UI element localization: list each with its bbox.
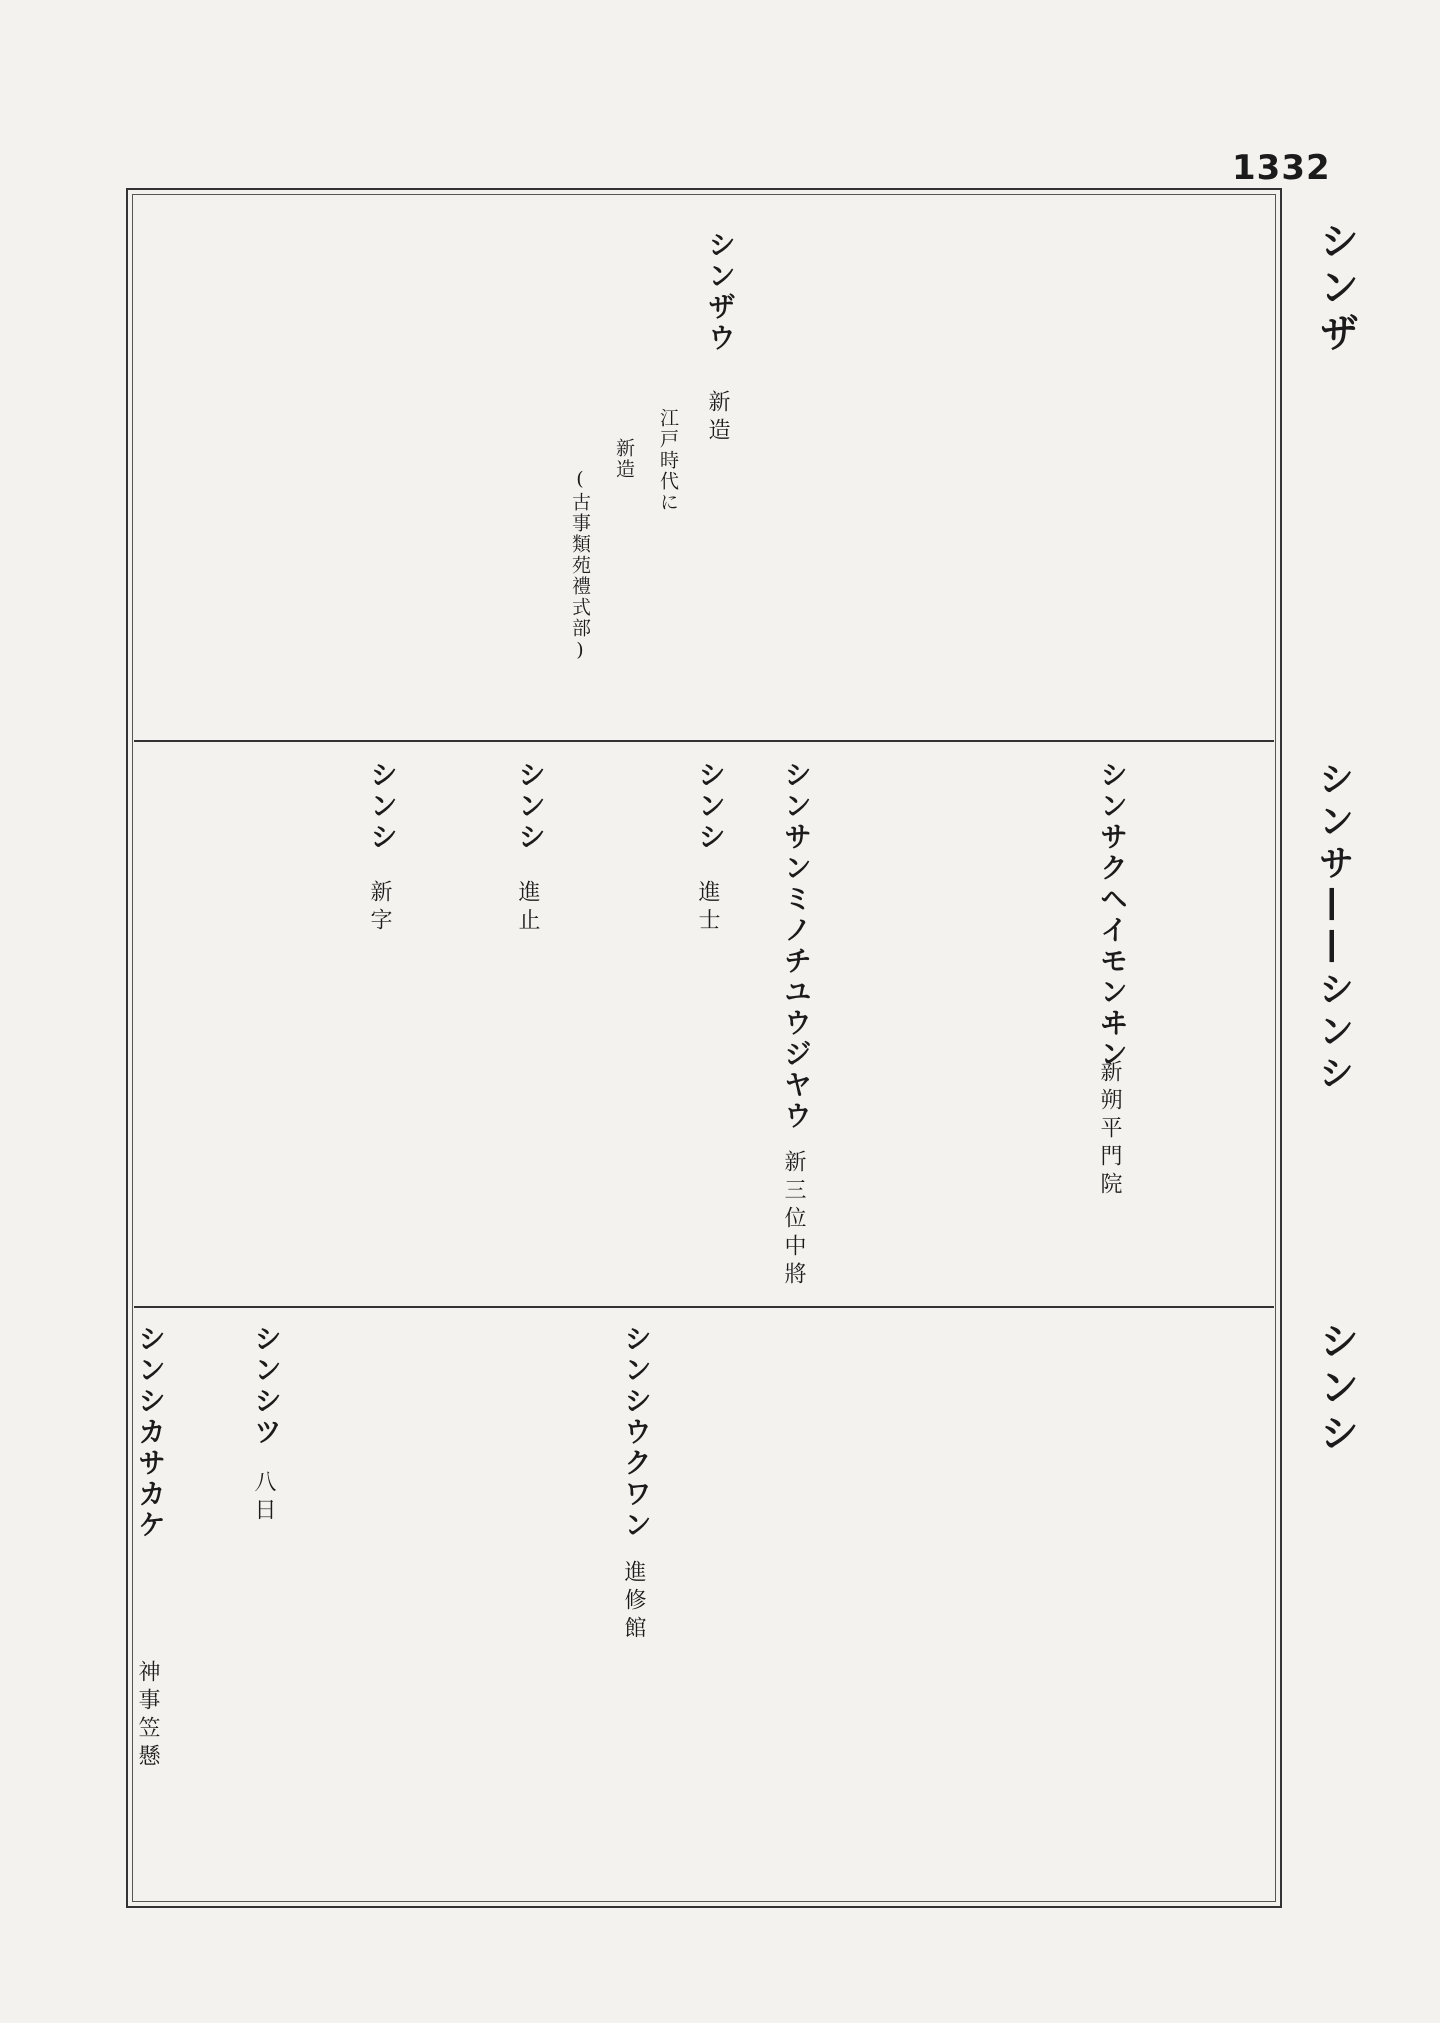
- entry-title-shinshukan: 進修館: [621, 1560, 646, 1644]
- entry-heading-shinzau: シンザウ: [704, 230, 737, 354]
- entry-heading-shinshi-1: シンシ: [694, 760, 727, 853]
- running-head-middle: シンサ——シンシ: [1313, 760, 1354, 1096]
- entry-title-shinshi-2: 進止: [515, 880, 540, 936]
- entry-title-shinshi-1: 進士: [695, 880, 720, 936]
- running-head-bottom: シンシ: [1313, 1320, 1359, 1458]
- entry-heading-shinsanmi: シンサンミノチユウジヤウ: [780, 760, 813, 1132]
- page-number: 1332: [1232, 148, 1331, 188]
- kanji-list-block: [660, 1330, 1160, 1890]
- entry-heading-shinshi-3: シンシ: [366, 760, 399, 853]
- entry-title-shinshi-3: 新字: [367, 880, 392, 936]
- running-head-top: シンザ: [1313, 220, 1359, 358]
- entry-heading-shinshitsu: シンシツ: [250, 1324, 283, 1448]
- band-divider-2: [134, 1306, 1274, 1308]
- entry-title-shinsanmi: 新三位中將: [781, 1150, 806, 1290]
- entry-heading-shinsaku: シンサクヘイモンヰン: [1096, 760, 1129, 1070]
- entry-text-fragment: 新造: [613, 438, 635, 480]
- entry-title-shinshitsu: 八日: [251, 1470, 276, 1526]
- band-divider-1: [134, 740, 1274, 742]
- entry-heading-shinshikasa: シンシカサカケ: [134, 1324, 167, 1541]
- entry-title-shinshikasa: 神事笠懸: [135, 1660, 160, 1772]
- entry-text-fragment: (古事類苑禮式部): [569, 468, 591, 663]
- entry-title-shinzau: 新造: [705, 390, 730, 446]
- entry-title-shinsaku: 新朔平門院: [1097, 1060, 1122, 1200]
- entry-text-fragment: 江戸時代に: [657, 408, 679, 513]
- entry-heading-shinshi-2: シンシ: [514, 760, 547, 853]
- entry-heading-shinshukan: シンシウクワン: [620, 1324, 653, 1541]
